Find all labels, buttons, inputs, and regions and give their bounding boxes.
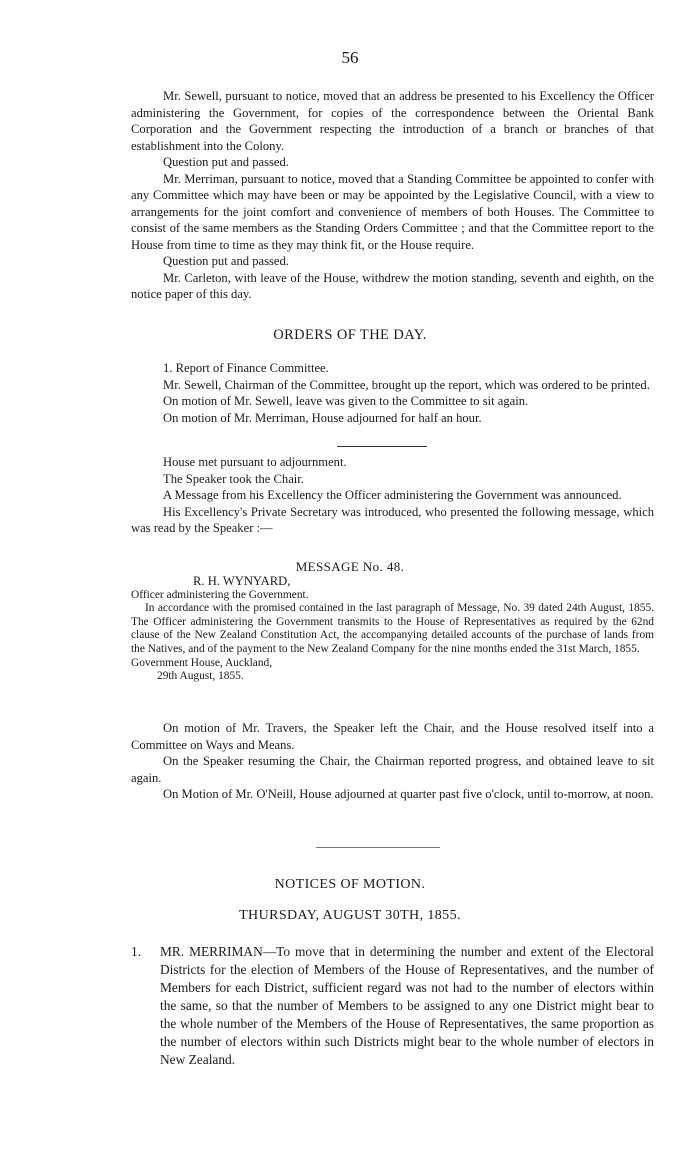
message-office: Officer administering the Government. [131, 588, 309, 601]
paragraph-house-met: House met pursuant to adjournment. [163, 455, 347, 469]
paragraph-oneill-adjournment: On Motion of Mr. O'Neill, House adjourned at quarter past five o'clock, until to-morrow, at noon. [163, 787, 654, 801]
paragraph-adjournment: On motion of Mr. Merriman, House adjourned for half an hour. [163, 410, 482, 425]
notice-number: 1. [131, 944, 142, 959]
message-place: Government House, Auckland, [131, 656, 273, 669]
paragraph-question-passed: Question put and passed. [163, 254, 289, 268]
paragraph-merriman-motion: Mr. Merriman, pursuant to notice, moved that a Standing Committee be appointed to confer with any Committee which may have been or may be appointed by the Legislative Council, with a view to arrangements for the joint comfort and convenience of members of both Houses. The Committee to consist of the same members as the Standing Orders Committee ; and that the Committee report to the House from time to time as they may think fit, or the House require. [131, 171, 654, 252]
message-heading: MESSAGE No. 48. [295, 559, 405, 574]
paragraph-leave-to-sit: On motion of Mr. Sewell, leave was given to the Committee to sit again. [163, 394, 529, 408]
paragraph-finance-report: Mr. Sewell, Chairman of the Committee, brought up the report, which was ordered to be printed. [163, 377, 650, 392]
paragraph-message-announced: A Message from his Excellency the Officer administering the Government was announced. [163, 488, 622, 502]
section-divider [316, 847, 440, 848]
proceedings-section [131, 88, 654, 303]
closing-section [131, 720, 654, 803]
paragraph-question-passed: Question put and passed. [163, 155, 289, 169]
order-item: 1. Report of Finance Committee. [163, 361, 329, 375]
paragraph-speaker-chair: The Speaker took the Chair. [163, 471, 304, 486]
notice-item [131, 943, 654, 1069]
section-divider [337, 446, 427, 447]
message-block [131, 575, 654, 684]
notices-date: THURSDAY, AUGUST 30TH, 1855. [239, 908, 461, 923]
orders-section [131, 360, 654, 426]
message-body: In accordance with the promised contained in the last paragraph of Message, No. 39 dated 24th August, 1855. The Officer administering the Government transmits to the House of Representatives as required by the 62nd clause of the New Zealand Constitution Act, the accompanying detailed accounts of the purchase of lands from the Natives, and of the payment to the New Zealand Company for the nine months ended the 31st March, 1855. [131, 602, 654, 655]
notice-text: MR. MERRIMAN—To move that in determining the number and extent of the Electoral Districts for the election of Members of the House of Representatives, and the number of Members for each District, sufficient regard was not had to the number of electors within the same, so that the number of Members to be assigned to any one District might bear to the whole number of the Members of the House of Representatives, the same proportion as the number of electors within such Districts might bear to the whole number of electors in New Zealand. [160, 944, 654, 1067]
paragraph-sewell-motion: Mr. Sewell, pursuant to notice, moved that an address be presented to his Excellency the Officer administering the Government, for copies of the correspondence between the Oriental Bank Corporation and the Government respecting the introduction of a branch or branches of that establishment into the Colony. [131, 89, 654, 153]
paragraph-travers-committee: On motion of Mr. Travers, the Speaker left the Chair, and the House resolved itself into a Committee on Ways and Means. [131, 721, 654, 752]
message-date: 29th August, 1855. [157, 670, 244, 683]
notices-heading: NOTICES OF MOTION. [274, 877, 426, 892]
paragraph-progress-reported: On the Speaker resuming the Chair, the Chairman reported progress, and obtained leave to sit again. [131, 754, 654, 785]
orders-of-the-day-heading: ORDERS OF THE DAY. [273, 327, 427, 343]
paragraph-secretary-introduced: His Excellency's Private Secretary was introduced, who presented the following message, which was read by the Speaker :— [131, 504, 654, 535]
paragraph-carleton-withdrawal: Mr. Carleton, with leave of the House, withdrew the motion standing, seventh and eighth, on the notice paper of this day. [131, 270, 654, 301]
message-signatory: R. H. WYNYARD, [193, 574, 291, 588]
resumed-section [131, 454, 654, 537]
page-number: 56 [341, 48, 359, 67]
